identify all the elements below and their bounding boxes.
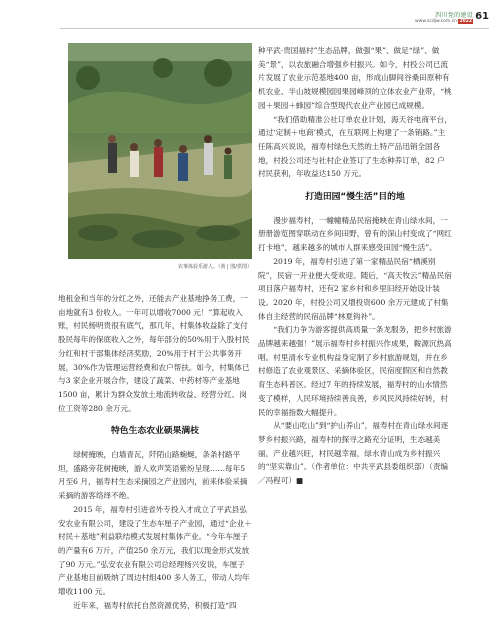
magazine-name: 四川党的建设 [435,12,473,19]
end-mark: ■ [295,476,304,486]
section-heading-1: 特色生态农业硕果满枝 [111,426,199,437]
body-paragraph: 2019 年，福寿村引进了第一家精品民宿“栖溪别院”，民宿一开业便大受欢迎。随后，“高天牧云”精品民宿项目落户福寿村，还有2 家乡村和乡里旧经开始设计装设。2020 年，村投公司又增投资600 余万元建成了村集体自主经营的民宿品牌“林夏钩补”。 [258,256,452,321]
body-paragraph: 绿树掩映，白墙青瓦，阡陌山路蜿蜒，条条村路平坦，盛路旁花树掩映，游人欢声笑语紫纷呈现……每年5 月至6 月，福寿村生态采摘园之产业园内，前来体验采摘采摘的游客络绎不绝。 [58,450,248,501]
body-paragraph: 近年来，福寿村依托自然资源优势，积极打造“四 [73,600,237,610]
farm-photo [68,43,252,259]
year-badge: 2022 [459,19,472,24]
body-paragraph: 2015 年，福寿村引进省外专投入才成立了平武县弘安农业有限公司，建设了生态车厘子产业园，通过“企业＋村民＋基地”利益联结模式发展村集体产业。“今年车厘子的产量有6 万斤，产值250 余万元，我们以现金形式发放了90 万元。”弘安农业有限公司总经理杨兴安说，车厘子产业基地目前吸纳了周边村组400 多人务工，带动人均年增收1100 元。 [58,504,252,597]
section-heading-2: 打造田园“慢生活”目的地 [305,192,405,203]
body-paragraph: “我们借助精准公社订单农业计划，海天谷电商平台，通过‘定制＋电商’模式，在互联网上构建了一条销路。”主任陈高兴说说，福寿村绿色天然的土特产品迅销全国各地，村投公司还与社村企业签订了生态种养订单，82 户村民获利，年收益达150 万元。 [258,114,452,179]
body-paragraph: 漫步福寿村，一幢幢精品民宿掩映在青山绿水间，一册册游览图穿联动在乡间田野，曾有的深山村变成了“网红打卡地”，越来越多的城市人群来感受田园“慢生活”。 [258,215,452,253]
right-column [258,44,452,488]
header-rule [60,28,489,29]
farm-photo-illustration [68,43,252,259]
left-column [58,292,252,612]
body-paragraph: 种平武·贵国福村”生态品牌，做强“果”、做足“绿”、做美“景”，以农旅融合增强乡村振兴。如今，村投公司已流片发展了农业示范基地400 亩，形成山脚间谷桑田原种有机农业、半山坡规模园园果园峰顶的立体农业产业带，“桃园＋果园＋蜂园”综合型现代农业产业园已成规模。 [258,46,452,110]
body-paragraph: “我们力争为游客提供高质量一条龙服务，把乡村旅游品牌越来越强！”展示福寿村乡村振兴作成果，鞍源沉热高唱。村里清水专业机构益身定制了乡村旅游规划，并在乡村修造了农业观景区、采摘体验区，民宿度假区和自然教育生态科普区。经过7 年的持续发展，福寿村的山水情然变了模样，人民环境持续善良善，乡风民风持续好转，村民的幸福指数大幅提升。 [258,325,452,417]
photo-caption: 农事体验乐游人。（黄 | 图/供图） [177,264,252,270]
page-header [415,10,473,24]
page-number: 61 [475,11,489,22]
site-url: www.scdjw.com.cn 2022 [414,19,472,24]
intro-paragraph: 地租金和当年的分红之外，还能去产业基地挣务工费，一亩地就有3 份收入。一年可以增收7000 元！”算起收入账，村民杨明贵很有底气，那几年，村集体收益除了支付股民每年的保底收入之外，每年部分的50%用于入股村民分红和村干部集体经济奖励，20%用于村干公共事务开展，30%作为管理运营经费和农户帮扶。如今，村集体已与3 家企业开展合作，建设了蔬菜、中药材等产业基地1500 亩，累计为群众发放土地流转收益、经营分红、岗位工资等280 余万元。 [58,294,250,413]
body-paragraph: 从“要山吃山”到“护山养山”，福寿村在青山绿水间逐梦乡村振兴路，福寿村的探寻之路充分证明，生态越美丽，产业越兴旺，村民越幸福，绿水青山成为乡村振兴的“坚实靠山”。（作者单位：中共平武县委组织部）（责编／冯程可）■ [258,421,449,486]
